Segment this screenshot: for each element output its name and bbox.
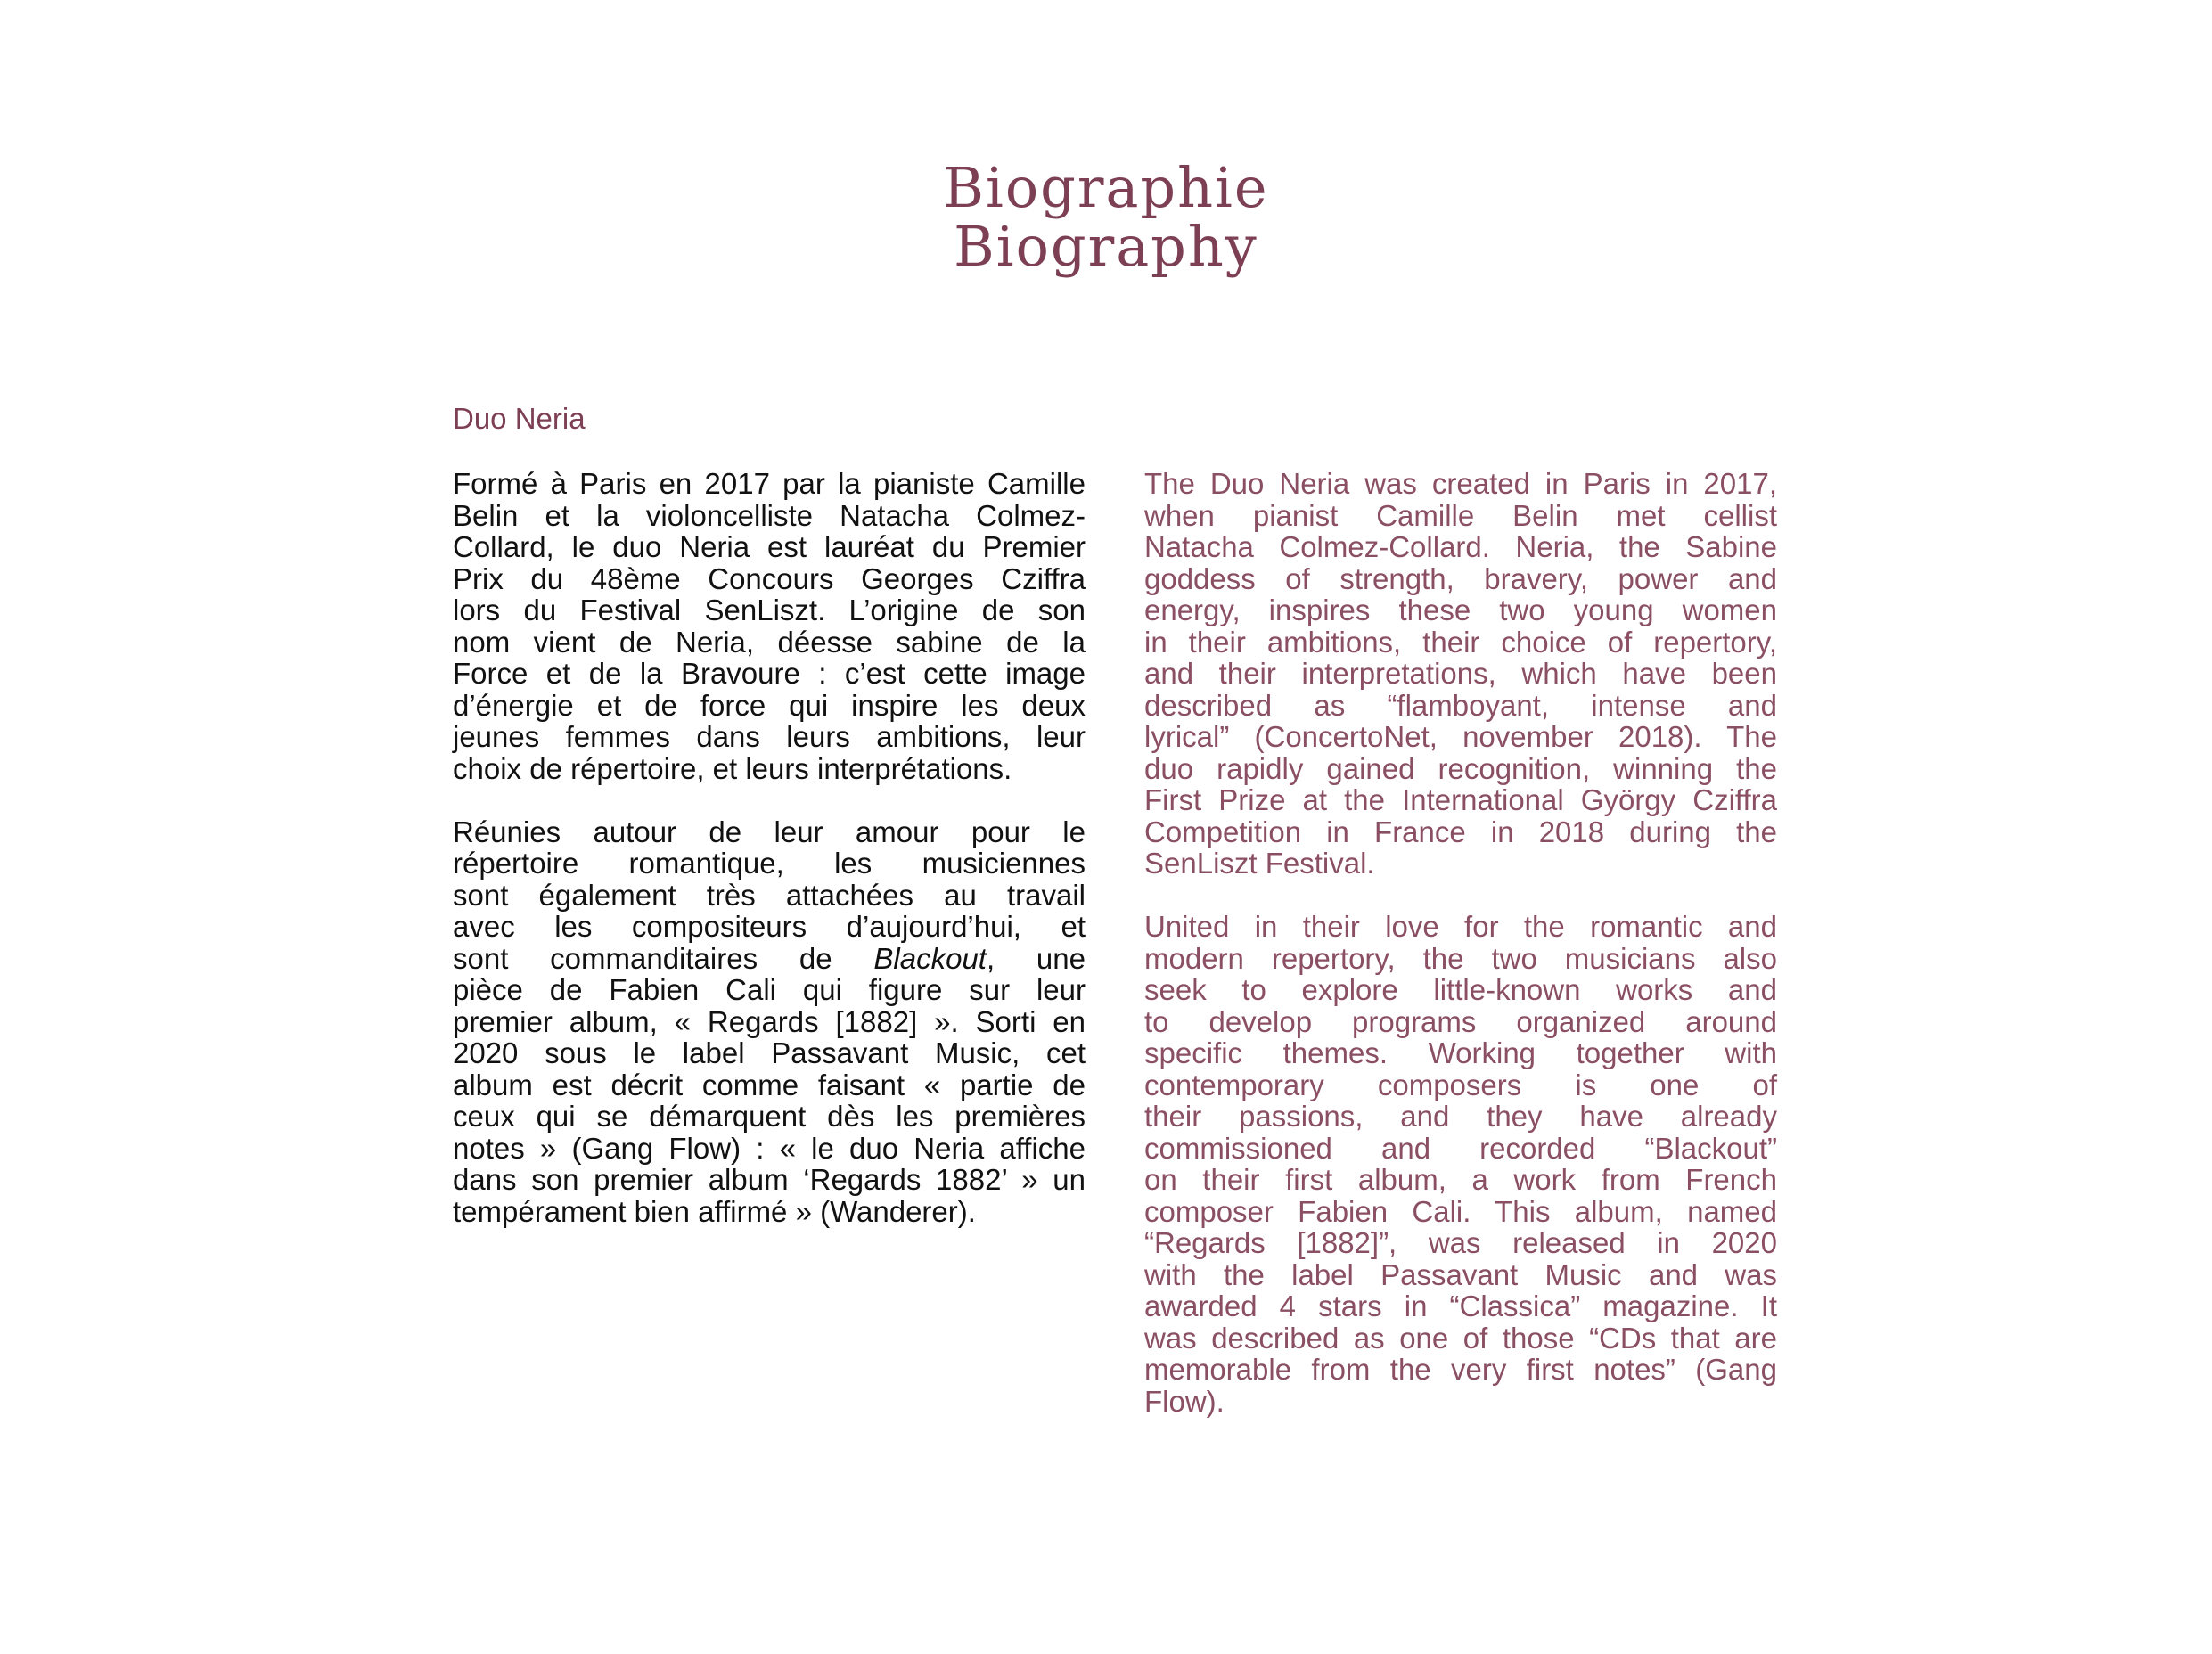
text-line: premier album, « Regards [1882] ». Sorti en — [453, 1004, 1086, 1038]
text-line: their passions, and they have already — [1144, 1100, 1777, 1133]
french-paragraph-2 — [453, 816, 1086, 1228]
text-line-with-italic — [453, 943, 1086, 975]
text-line: composer Fabien Cali. This album, named — [1144, 1194, 1777, 1228]
text-line: lors du Festival SenLiszt. L’origine de son — [453, 594, 1086, 626]
text-line: Collard, le duo Neria est lauréat du Premier — [453, 530, 1086, 563]
text-line: duo rapidly gained recognition, winning the — [1144, 751, 1777, 785]
text-line: album est décrit comme faisant « partie de — [453, 1068, 1086, 1101]
french-column — [453, 468, 1086, 1259]
text-line: energy, inspires these two young women — [1144, 594, 1777, 626]
text-line: 2020 sous le label Passavant Music, cet — [453, 1036, 1086, 1069]
title-english: Biography — [954, 214, 1258, 279]
text-line: ceux qui se démarquent dès les premières — [453, 1100, 1086, 1133]
text-line: contemporary composers is one of — [1144, 1068, 1777, 1101]
text-line: SenLiszt Festival. — [1144, 847, 1375, 880]
english-paragraph-2 — [1144, 911, 1777, 1417]
english-column — [1144, 468, 1777, 1449]
text-line: on their first album, a work from French — [1144, 1163, 1777, 1196]
text-line: in their ambitions, their choice of repertory, — [1144, 625, 1777, 659]
text-line: Belin et la violoncelliste Natacha Colmez- — [453, 498, 1086, 532]
text-line: described as “flamboyant, intense and — [1144, 688, 1777, 722]
text-line: pièce de Fabien Cali qui figure sur leur — [453, 973, 1086, 1006]
text-line: and their interpretations, which have been — [1144, 657, 1777, 690]
text-line: dans son premier album ‘Regards 1882’ » un — [453, 1163, 1086, 1196]
text-line: Competition in France in 2018 during the — [1144, 815, 1777, 848]
text-line: Force et de la Bravoure : c’est cette image — [453, 657, 1086, 690]
text-line: sont également très attachées au travail — [453, 878, 1086, 912]
text-line: d’énergie et de force qui inspire les deux — [453, 688, 1086, 722]
text-line: Réunies autour de leur amour pour le — [453, 815, 1086, 848]
text-line: commissioned and recorded “Blackout” — [1144, 1131, 1777, 1165]
text-line: was described as one of those “CDs that are — [1144, 1321, 1777, 1355]
text-line: seek to explore little-known works and — [1144, 973, 1777, 1006]
title-french: Biographie — [943, 155, 1269, 220]
text-line: awarded 4 stars in “Classica” magazine. It — [1144, 1290, 1777, 1322]
section-heading-duo-neria: Duo Neria — [453, 402, 586, 435]
text-line: tempérament bien affirmé » (Wanderer). — [453, 1194, 976, 1228]
text-line: Prix du 48ème Concours Georges Cziffra — [453, 561, 1086, 595]
text-line: memorable from the very first notes” (Gang — [1144, 1353, 1777, 1386]
text-segment: , une — [986, 941, 1086, 975]
text-line: First Prize at the International György Cziffra — [1144, 783, 1777, 816]
text-line: lyrical” (ConcertoNet, november 2018). The — [1144, 720, 1777, 753]
text-segment: sont commanditaires de — [453, 941, 832, 975]
text-line: goddess of strength, bravery, power and — [1144, 561, 1777, 595]
italic-work-title: Blackout — [873, 941, 987, 975]
text-line: Natacha Colmez-Collard. Neria, the Sabine — [1144, 530, 1777, 563]
french-paragraph-1 — [453, 468, 1086, 784]
text-line: “Regards [1882]”, was released in 2020 — [1144, 1226, 1777, 1259]
text-line: nom vient de Neria, déesse sabine de la — [453, 625, 1086, 659]
english-paragraph-1 — [1144, 468, 1777, 880]
text-line: jeunes femmes dans leurs ambitions, leur — [453, 720, 1086, 753]
text-line: Flow). — [1144, 1384, 1225, 1418]
text-line: when pianist Camille Belin met cellist — [1144, 498, 1777, 532]
text-line: avec les compositeurs d’aujourd’hui, et — [453, 910, 1086, 943]
text-line: répertoire romantique, les musiciennes — [453, 847, 1086, 880]
page-title — [0, 155, 2212, 279]
text-line: United in their love for the romantic and — [1144, 910, 1777, 943]
text-line: to develop programs organized around — [1144, 1004, 1777, 1038]
text-line: notes » (Gang Flow) : « le duo Neria affiche — [453, 1131, 1086, 1165]
text-line: choix de répertoire, et leurs interprétations. — [453, 751, 1012, 785]
text-line: with the label Passavant Music and was — [1144, 1257, 1777, 1291]
text-line: Formé à Paris en 2017 par la pianiste Camille — [453, 467, 1086, 500]
text-line: modern repertory, the two musicians also — [1144, 941, 1777, 975]
text-line: The Duo Neria was created in Paris in 2017, — [1144, 467, 1777, 500]
text-line: specific themes. Working together with — [1144, 1036, 1777, 1069]
